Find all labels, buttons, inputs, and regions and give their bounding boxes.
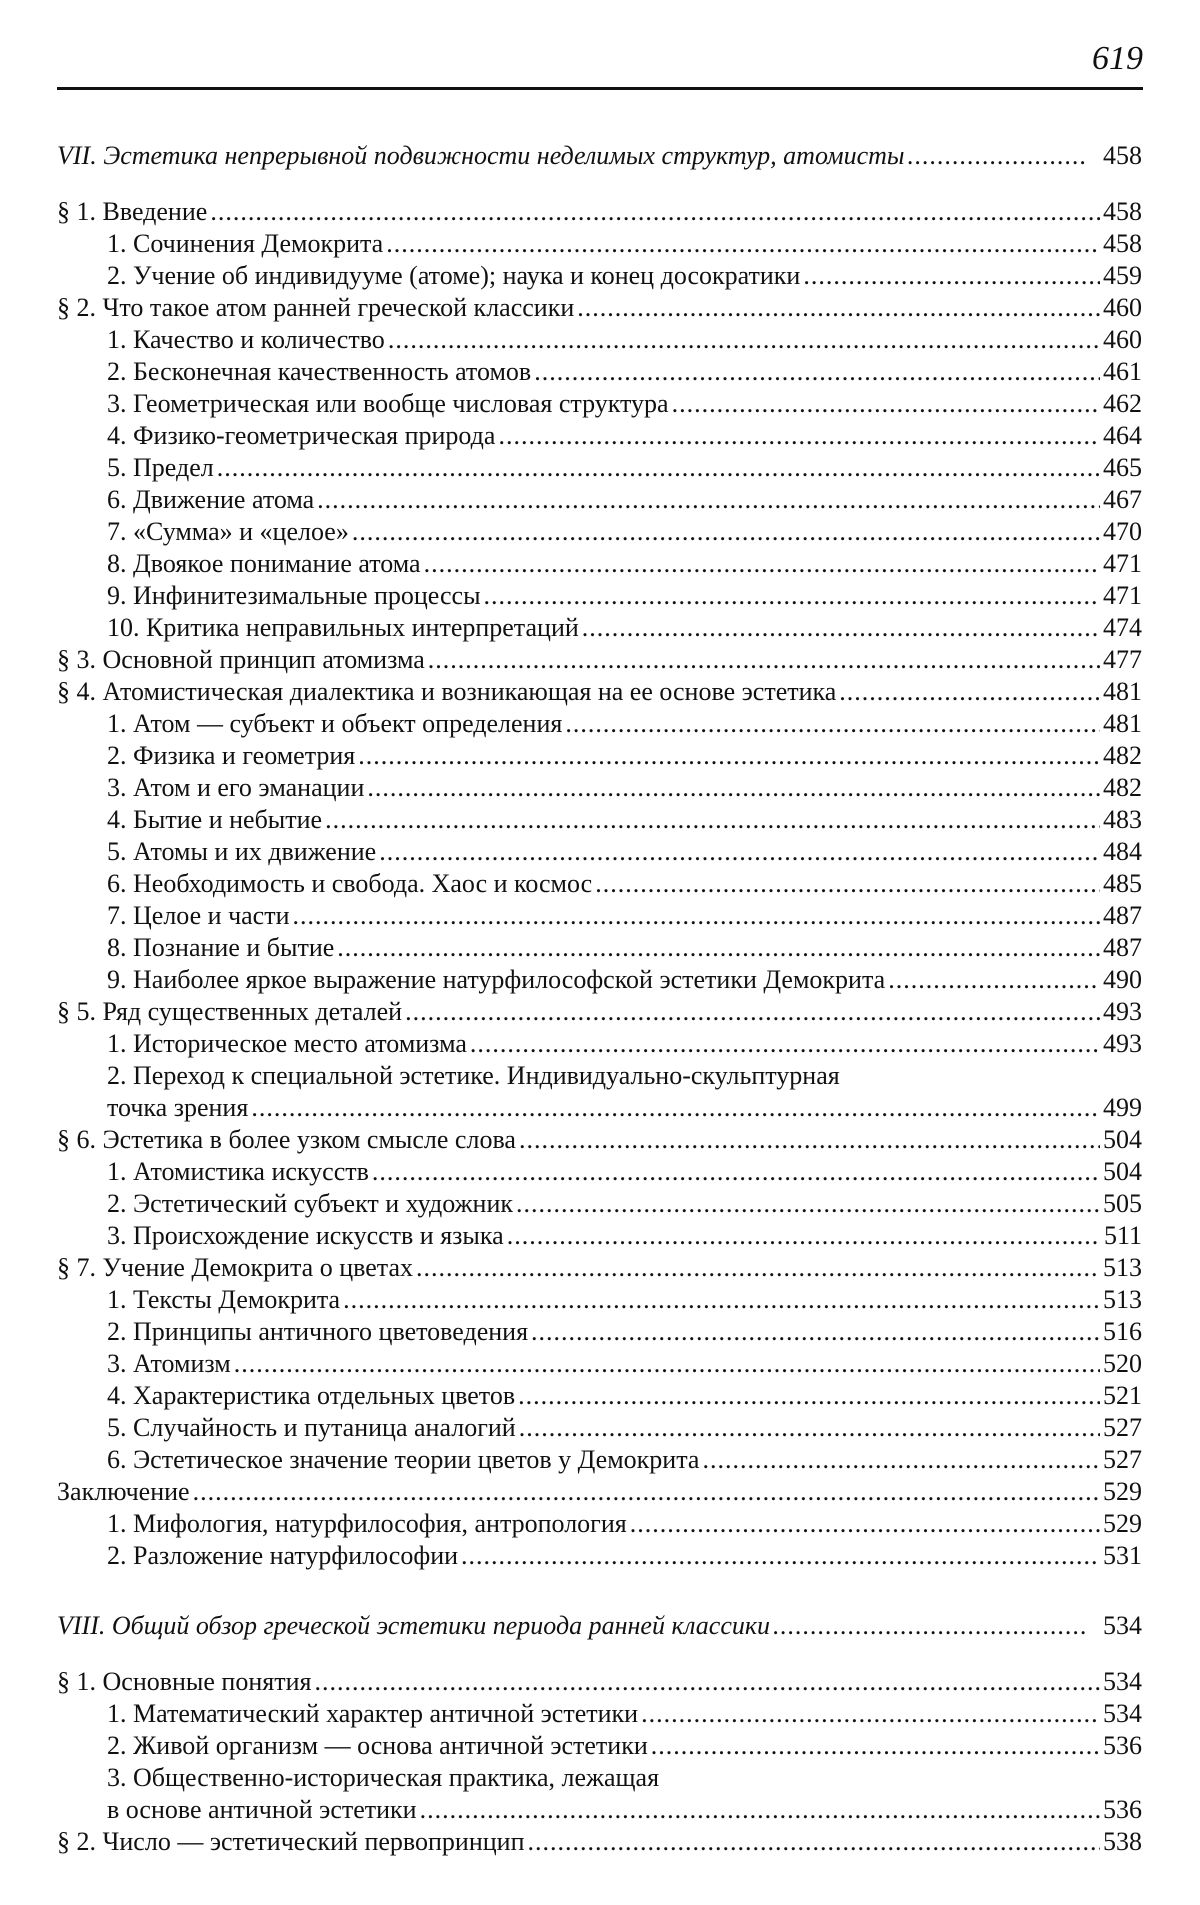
dot-leader [358,740,1100,772]
dot-leader [577,292,1100,324]
toc-subitem-page: 493 [1103,1029,1142,1058]
toc-subitem-page: 487 [1103,933,1142,962]
toc-subitem-label: 2. Физика и геометрия [107,741,356,770]
toc-subitem [57,772,1142,804]
toc-section-page: 460 [1103,293,1142,322]
toc-subitem [57,548,1142,580]
toc-subitem-label: 1. Математический характер античной эстетики [107,1699,639,1728]
dot-leader [388,324,1100,356]
toc-subitem [57,1380,1142,1412]
toc-section-label: § 2. Что такое атом ранней греческой классики [57,293,575,322]
dot-leader [420,1794,1100,1826]
toc-subitem-page: 458 [1103,229,1142,258]
toc-subitem-page: 462 [1103,389,1142,418]
toc-section [57,196,1142,228]
toc-subitem-label: 1. Атомистика искусств [107,1157,369,1186]
toc-subitem-page: 505 [1103,1189,1142,1218]
toc-subitem [57,324,1142,356]
toc-subitem [57,1028,1142,1060]
toc-subitem-page: 471 [1103,549,1142,578]
toc-subitem-page: 529 [1103,1509,1142,1538]
toc-subitem-label: 6. Эстетическое значение теории цветов у Демокрита [107,1445,700,1474]
toc-subitem-label: 7. «Сумма» и «целое» [107,517,349,546]
dot-leader [582,612,1100,644]
toc-section-label: § 3. Основной принцип атомизма [57,645,425,674]
dot-leader [534,356,1100,388]
dot-leader [702,1444,1100,1476]
toc-subitem-first-line: 2. Переход к специальной эстетике. Индивидуально-скульптурная [107,1061,840,1090]
toc-subitem [57,932,1142,964]
toc-subitem-page: 460 [1103,325,1142,354]
toc-subitem [57,804,1142,836]
toc-subitem-page: 511 [1103,1221,1142,1250]
dot-leader [773,1600,1086,1652]
toc-subitem-label: 5. Случайность и путаница аналогий [107,1413,516,1442]
toc-section-label: § 7. Учение Демокрита о цветах [57,1253,414,1282]
toc-section-label: § 5. Ряд существенных деталей [57,997,403,1026]
toc-section [57,1124,1142,1156]
toc-subitem [57,1412,1142,1444]
toc-subitem [57,1348,1142,1380]
dot-leader [507,1220,1101,1252]
toc-subitem-label: 1. Сочинения Демокрита [107,229,384,258]
toc-subitem [57,260,1142,292]
dot-leader [314,1666,1100,1698]
toc-section [57,1252,1142,1284]
toc-section-label: § 1. Основные понятия [57,1667,312,1696]
dot-leader [519,1412,1100,1444]
toc-subitem [57,1316,1142,1348]
toc-subitem-label: 6. Необходимость и свобода. Хаос и космос [107,869,593,898]
toc-subitem [57,516,1142,548]
dot-leader [565,708,1100,740]
toc-section-page: 477 [1103,645,1142,674]
toc-section-label: § 1. Введение [57,197,208,226]
dot-leader [367,772,1100,804]
toc-subitem-page: 504 [1103,1157,1142,1186]
header-rule [57,87,1143,90]
toc-subitem [57,1444,1142,1476]
toc-section-page: 529 [1103,1477,1142,1506]
toc-subitem-label: 9. Инфинитезимальные процессы [107,581,481,610]
toc-subitem-label: 1. Историческое место атомизма [107,1029,467,1058]
dot-leader [372,1156,1100,1188]
dot-leader [803,260,1100,292]
toc-subitem-page: 482 [1103,773,1142,802]
dot-leader [470,1028,1100,1060]
toc-subitem-label: 1. Качество и количество [107,325,385,354]
toc-subitem [57,580,1142,612]
dot-leader [518,1380,1100,1412]
toc-subitem-label: 2. Принципы античного цветоведения [107,1317,529,1346]
toc-subitem-page: 516 [1103,1317,1142,1346]
toc-subitem-label: 8. Двоякое понимание атома [107,549,421,578]
toc-subitem-page: 467 [1103,485,1142,514]
toc-subitem-page: 471 [1103,581,1142,610]
toc-section-page: 534 [1103,1667,1142,1696]
toc-section [57,1476,1142,1508]
toc-subitem [57,388,1142,420]
toc-subitem-label: 4. Характеристика отдельных цветов [107,1381,516,1410]
toc-subitem-label: 5. Предел [107,453,214,482]
toc-section-page: 513 [1103,1253,1142,1282]
toc-section-label: § 6. Эстетика в более узком смысле слова [57,1125,516,1154]
toc-subitem [57,1540,1142,1572]
toc-subitem [57,420,1142,452]
toc-subitem-label: 9. Наиболее яркое выражение натурфилософской эстетики Демокрита [107,965,886,994]
chapter-heading-label: VIII. Общий обзор греческой эстетики периода ранней классики [57,1611,771,1640]
toc-subitem-label: 1. Атом — субъект и объект определения [107,709,563,738]
page-number: 619 [1092,40,1143,77]
dot-leader [343,1284,1100,1316]
toc-subitem-page: 527 [1103,1413,1142,1442]
toc-subitem [57,452,1142,484]
toc-subitem-first-line: 3. Общественно-историческая практика, лежащая [107,1763,660,1792]
dot-leader [519,1124,1100,1156]
toc-subitem-page: 487 [1103,901,1142,930]
toc-section [57,1666,1142,1698]
toc-subitem-label: 8. Познание и бытие [107,933,335,962]
dot-leader [641,1698,1100,1730]
dot-leader [498,420,1100,452]
toc-subitem [57,964,1142,996]
toc-section [57,292,1142,324]
chapter-heading [57,130,1142,182]
toc-subitem-page: 490 [1103,965,1142,994]
toc-subitem [57,900,1142,932]
toc-subitem [57,740,1142,772]
dot-leader [386,228,1100,260]
toc-section [57,996,1142,1028]
toc-subitem-label: 2. Эстетический субъект и художник [107,1189,514,1218]
toc-subitem-continuation [57,1794,1142,1826]
toc-subitem-continuation-label: точка зрения [107,1093,249,1122]
toc-subitem [57,612,1142,644]
toc-subitem [57,1508,1142,1540]
toc-subitem-continuation-page: 499 [1103,1093,1142,1122]
toc-subitem-page: 521 [1103,1381,1142,1410]
dot-leader [888,964,1100,996]
toc-subitem-label: 7. Целое и части [107,901,290,930]
toc-subitem [57,836,1142,868]
toc-subitem-page: 536 [1103,1731,1142,1760]
toc-section [57,676,1142,708]
toc-subitem-continuation [57,1092,1142,1124]
dot-leader [405,996,1100,1028]
toc-subitem-page: 459 [1103,261,1142,290]
dot-leader [193,1476,1100,1508]
dot-leader [484,580,1100,612]
toc-subitem-label: 2. Живой организм — основа античной эстетики [107,1731,648,1760]
toc-subitem [57,484,1142,516]
toc-section [57,1826,1142,1858]
toc-subitem-page: 470 [1103,517,1142,546]
dot-leader [630,1508,1100,1540]
toc-subitem-page: 513 [1103,1285,1142,1314]
dot-leader [379,836,1100,868]
dot-leader [325,804,1100,836]
dot-leader [317,484,1100,516]
toc-section [57,644,1142,676]
toc-subitem [57,356,1142,388]
toc-subitem-page: 483 [1103,805,1142,834]
toc-subitem-page: 520 [1103,1349,1142,1378]
dot-leader [234,1348,1100,1380]
toc-subitem-page: 461 [1103,357,1142,386]
dot-leader [672,388,1100,420]
toc-subitem-continuation-page: 536 [1103,1795,1142,1824]
toc-subitem-continuation-label: в основе античной эстетики [107,1795,417,1824]
dot-leader [424,548,1100,580]
toc-subitem-label: 10. Критика неправильных интерпретаций [107,613,579,642]
dot-leader [352,516,1100,548]
dot-leader [428,644,1100,676]
toc-subitem-page: 464 [1103,421,1142,450]
toc-section-label: § 4. Атомистическая диалектика и возникающая на ее основе эстетика [57,677,837,706]
dot-leader [516,1188,1100,1220]
toc-subitem-label: 4. Бытие и небытие [107,805,323,834]
dot-leader [461,1540,1100,1572]
toc-subitem [57,1156,1142,1188]
toc-section-page: 493 [1103,997,1142,1026]
toc-subitem-label: 3. Атомизм [107,1349,231,1378]
dot-leader [531,1316,1100,1348]
chapter-heading-page: 534 [1103,1611,1142,1640]
toc-subitem-label: 6. Движение атома [107,485,315,514]
toc-subitem [57,1730,1142,1762]
dot-leader [839,676,1100,708]
dot-leader [210,196,1100,228]
toc-subitem-page: 485 [1103,869,1142,898]
toc-subitem [57,868,1142,900]
toc-section-page: 481 [1103,677,1142,706]
dot-leader [528,1826,1100,1858]
toc-subitem [57,1698,1142,1730]
toc-subitem-label: 5. Атомы и их движение [107,837,377,866]
toc-subitem-page: 482 [1103,741,1142,770]
toc-subitem [57,1220,1142,1252]
toc-subitem-page: 484 [1103,837,1142,866]
toc-subitem-page: 474 [1103,613,1142,642]
toc-subitem-label: 1. Тексты Демокрита [107,1285,341,1314]
dot-leader [217,452,1100,484]
toc-subitem-label: 3. Происхождение искусств и языка [107,1221,504,1250]
toc-section-label: § 2. Число — эстетический первопринцип [57,1827,525,1856]
table-of-contents [57,130,1142,1858]
toc-section-label: Заключение [57,1477,190,1506]
toc-subitem-label: 3. Геометрическая или вообще числовая структура [107,389,669,418]
toc-section-page: 538 [1103,1827,1142,1856]
toc-section-page: 458 [1103,197,1142,226]
toc-subitem [57,1284,1142,1316]
toc-subitem-label: 3. Атом и его эманации [107,773,365,802]
toc-subitem-page: 531 [1103,1541,1142,1570]
toc-subitem-label: 2. Разложение натурфилософии [107,1541,459,1570]
dot-leader [293,900,1101,932]
toc-section-page: 504 [1103,1125,1142,1154]
toc-subitem [57,1188,1142,1220]
toc-subitem-label: 4. Физико-геометрическая природа [107,421,496,450]
toc-subitem-label: 2. Учение об индивидууме (атоме); наука и конец досократики [107,261,801,290]
toc-subitem-label: 2. Бесконечная качественность атомов [107,357,532,386]
dot-leader [908,130,1087,182]
dot-leader [251,1092,1100,1124]
dot-leader [595,868,1100,900]
dot-leader [651,1730,1100,1762]
toc-subitem-page: 527 [1103,1445,1142,1474]
chapter-heading-page: 458 [1103,141,1142,170]
dot-leader [416,1252,1100,1284]
toc-subitem-page: 481 [1103,709,1142,738]
toc-subitem [57,228,1142,260]
dot-leader [337,932,1100,964]
toc-subitem [57,708,1142,740]
chapter-heading-label: VII. Эстетика непрерывной подвижности неделимых структур, атомисты [57,141,905,170]
toc-subitem-label: 1. Мифология, натурфилософия, антропология [107,1509,627,1538]
chapter-heading [57,1600,1142,1652]
toc-subitem-page: 465 [1103,453,1142,482]
toc-subitem-page: 534 [1103,1699,1142,1728]
